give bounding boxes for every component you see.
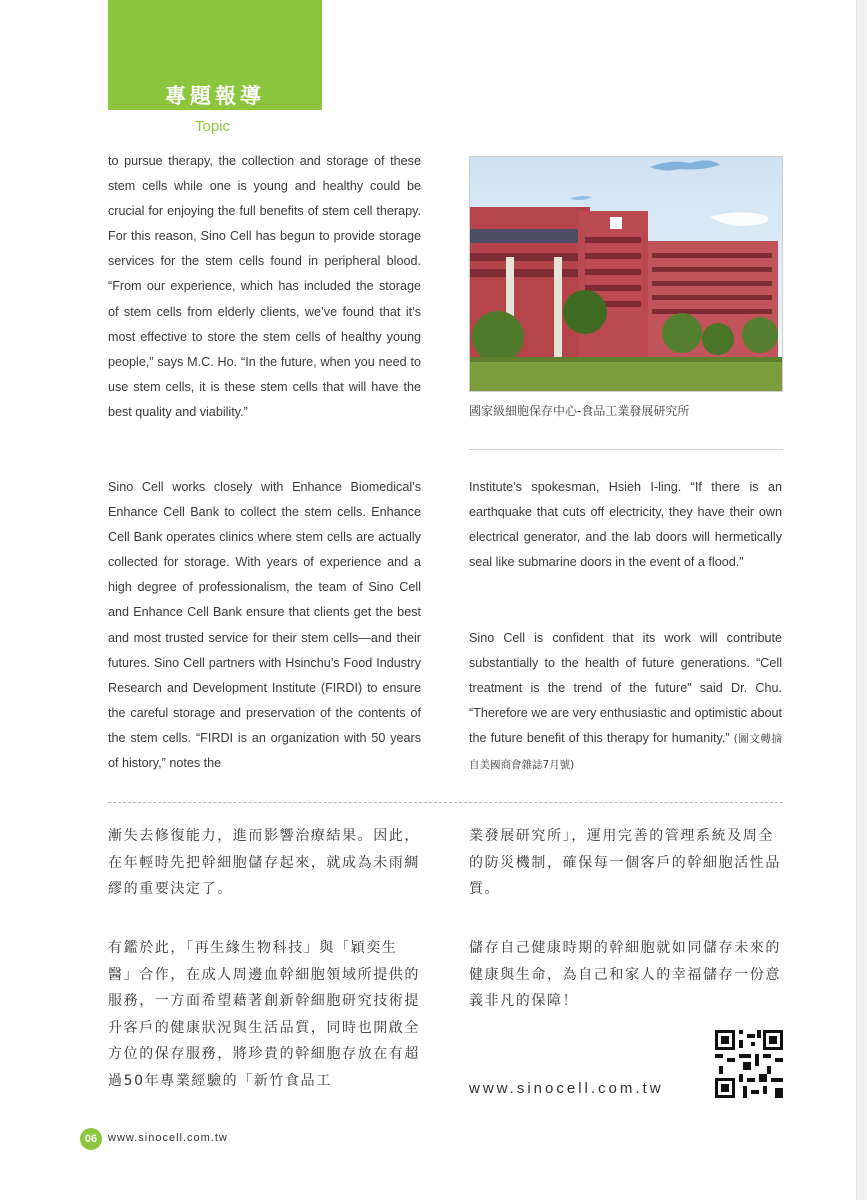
qr-code-graphic — [715, 1030, 783, 1098]
section-subtitle: Topic — [195, 118, 231, 135]
chinese-left-paragraph-1: 漸失去修復能力，進而影響治療結果。因此，在年輕時先把幹細胞儲存起來，就成為未雨綢繆的重要決定了。 — [108, 828, 420, 897]
left-paragraph-2: Sino Cell works closely with Enhance Biomedical’s Enhance Cell Bank to collect the stem cells. Enhance Cell Bank operates clinics where stem cells are actually collected for storage. With years of experience and a high degree of professionalism, the team of Sino Cell and Enhance Cell Bank ensure that clients get the best and most trusted service for their stem cells—and their futures. Sino Cell partners with Hsinchu’s Food Industry Research and Development Institute (FIRDI) to ensure the careful storage and preservation of the contents of the stem cells. “FIRDI is an organization with 50 years of history,” notes the — [108, 480, 421, 771]
page-edge — [856, 0, 867, 1200]
left-paragraph-1: to pursue therapy, the collection and storage of these stem cells while one is young and healthy could be crucial for enjoying the full benefits of stem cell therapy. For this reason, Sino Cell has begun to provide storage services for the stem cells found in peripheral blood. “From our experience, which has included the storage of stem cells from elderly clients, we’ve found that it’s most effective to store the stem cells of healthy young people,” says M.C. Ho. “In the future, when you need to use stem cells, it is these stem cells that will have the best quality and viability.” — [108, 154, 421, 419]
right-paragraph-2-text: Sino Cell is confident that its work will contribute substantially to the health of future generations. “Cell treatment is the trend of the future” said Dr. Chu. “Therefore we are very enthusiastic and optimistic about the future benefit of this therapy for humanity.” — [469, 631, 782, 746]
source-note: (圖文轉摘自美國商會雜誌7月號) — [469, 733, 782, 772]
photo-caption: 國家級細胞保存中心-食品工業發展研究所 — [469, 404, 690, 418]
chinese-right-paragraph-2: 儲存自己健康時期的幹細胞就如同儲存未來的健康與生命，為自己和家人的幸福儲存一份意義非凡的保障！ — [469, 940, 781, 1009]
institute-building-photo — [469, 156, 783, 392]
chinese-left-paragraph-2: 有鑑於此，「再生緣生物科技」與「穎奕生醫」合作，在成人周邊血幹細胞領域所提供的服務，一方面希望藉著創新幹細胞研究技術提升客戶的健康狀況與生活品質，同時也開啟全方位的保存服務，將珍貴的幹細胞存放在有超過50年專業經驗的「新竹食品工 — [108, 940, 420, 1089]
divider-line — [469, 449, 783, 450]
right-paragraph-2 — [469, 626, 782, 779]
right-paragraph-2-block — [469, 626, 782, 779]
footer-url: www.sinocell.com.tw — [108, 1132, 228, 1144]
building-illustration — [470, 157, 782, 391]
section-title: 專題報導 — [165, 84, 265, 108]
dashed-divider — [108, 802, 783, 803]
chinese-right-paragraph-1: 業發展研究所」，運用完善的管理系統及周全的防災機制，確保每一個客戶的幹細胞活性品質。 — [469, 828, 781, 897]
website-url: www.sinocell.com.tw — [469, 1080, 664, 1097]
qr-code — [715, 1030, 783, 1098]
right-paragraph-1: Institute’s spokesman, Hsieh I-ling. “If there is an earthquake that cuts off electricity, they have their own electrical generator, and the lab doors will hermetically seal like submarine doors in the event of a flood.” — [469, 480, 782, 570]
page-number-badge: 06 — [80, 1128, 102, 1150]
